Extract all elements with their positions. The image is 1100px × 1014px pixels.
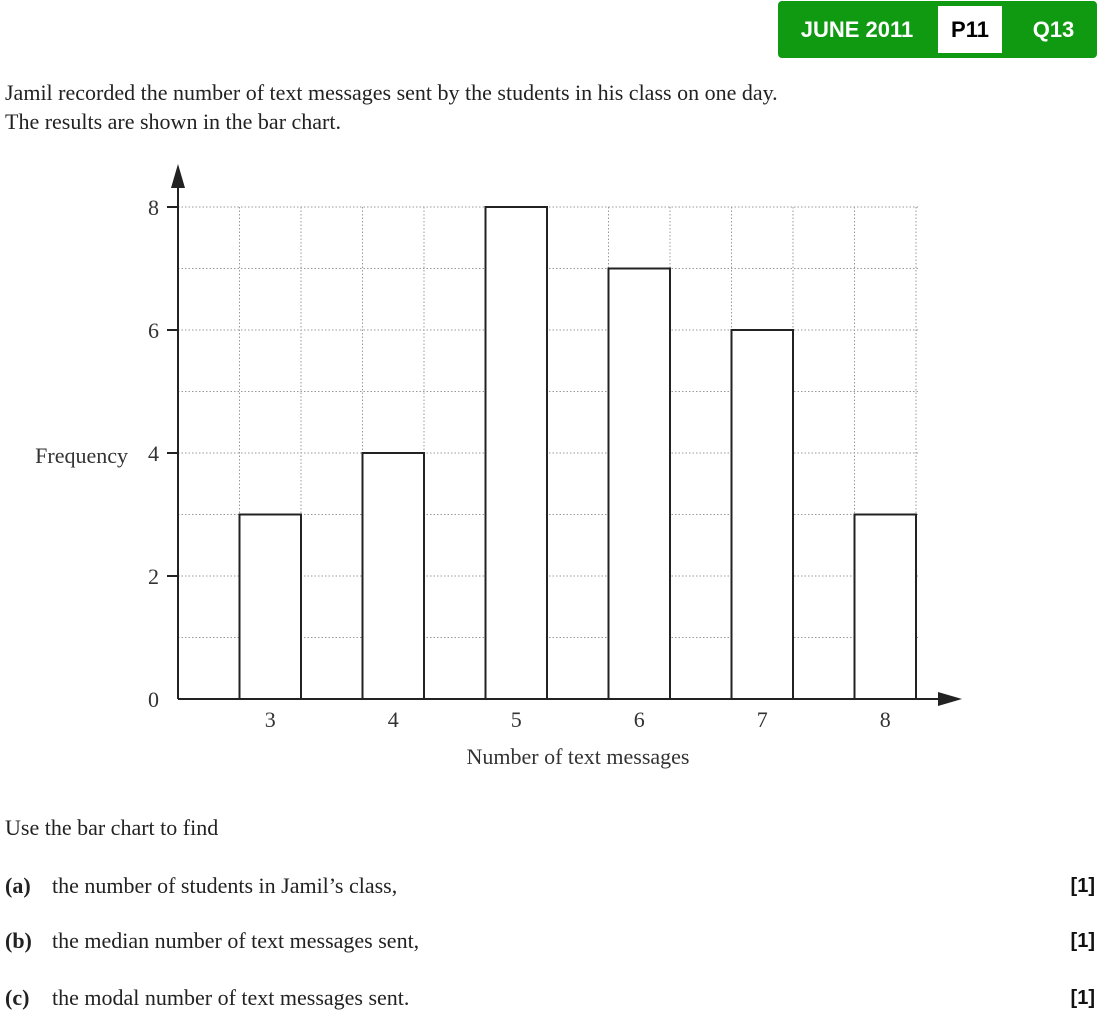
y-tick-label-4: 4 (148, 441, 159, 466)
bar-4 (363, 453, 425, 699)
part-a-marks: [1] (1070, 875, 1095, 897)
intro-line-2: The results are shown in the bar chart. (5, 109, 341, 134)
x-tick-label-3: 3 (264, 707, 276, 732)
question-part-a (5, 871, 1095, 901)
bar-7 (732, 330, 794, 699)
exam-date: JUNE 2011 (800, 17, 914, 42)
y-tick-label-8: 8 (148, 195, 159, 220)
y-tick-label-6: 6 (148, 318, 159, 343)
part-a-label: (a) (5, 873, 31, 898)
x-tick-label-7: 7 (756, 707, 768, 732)
bar-8 (855, 515, 917, 700)
question-lead: Use the bar chart to find (5, 815, 219, 840)
paper-number: P11 (938, 6, 1002, 53)
bar-3 (240, 515, 302, 700)
part-c-marks: [1] (1070, 987, 1095, 1009)
question-part-b (5, 926, 1095, 956)
bar-5 (486, 207, 548, 699)
x-tick-label-4: 4 (387, 707, 399, 732)
x-tick-label-8: 8 (879, 707, 891, 732)
x-axis-label: Number of text messages (466, 744, 690, 769)
x-tick-label-6: 6 (633, 707, 645, 732)
x-tick-label-5: 5 (510, 707, 522, 732)
bar-6 (609, 269, 671, 700)
part-b-text: the median number of text messages sent, (52, 928, 420, 953)
x-axis-arrow (938, 692, 962, 706)
y-axis-label: Frequency (35, 443, 128, 468)
part-c-text: the modal number of text messages sent. (52, 985, 410, 1010)
part-a-text: the number of students in Jamil’s class, (52, 873, 398, 898)
part-c-label: (c) (5, 985, 30, 1010)
y-axis-arrow (171, 164, 185, 188)
question-number: Q13 (1032, 17, 1075, 42)
y-tick-label-0: 0 (148, 687, 159, 712)
intro-line-1: Jamil recorded the number of text messages sent by the students in his class on one day. (5, 80, 778, 105)
part-b-label: (b) (5, 928, 32, 953)
part-b-marks: [1] (1070, 930, 1095, 952)
question-part-c (5, 983, 1095, 1013)
y-tick-label-2: 2 (148, 564, 159, 589)
